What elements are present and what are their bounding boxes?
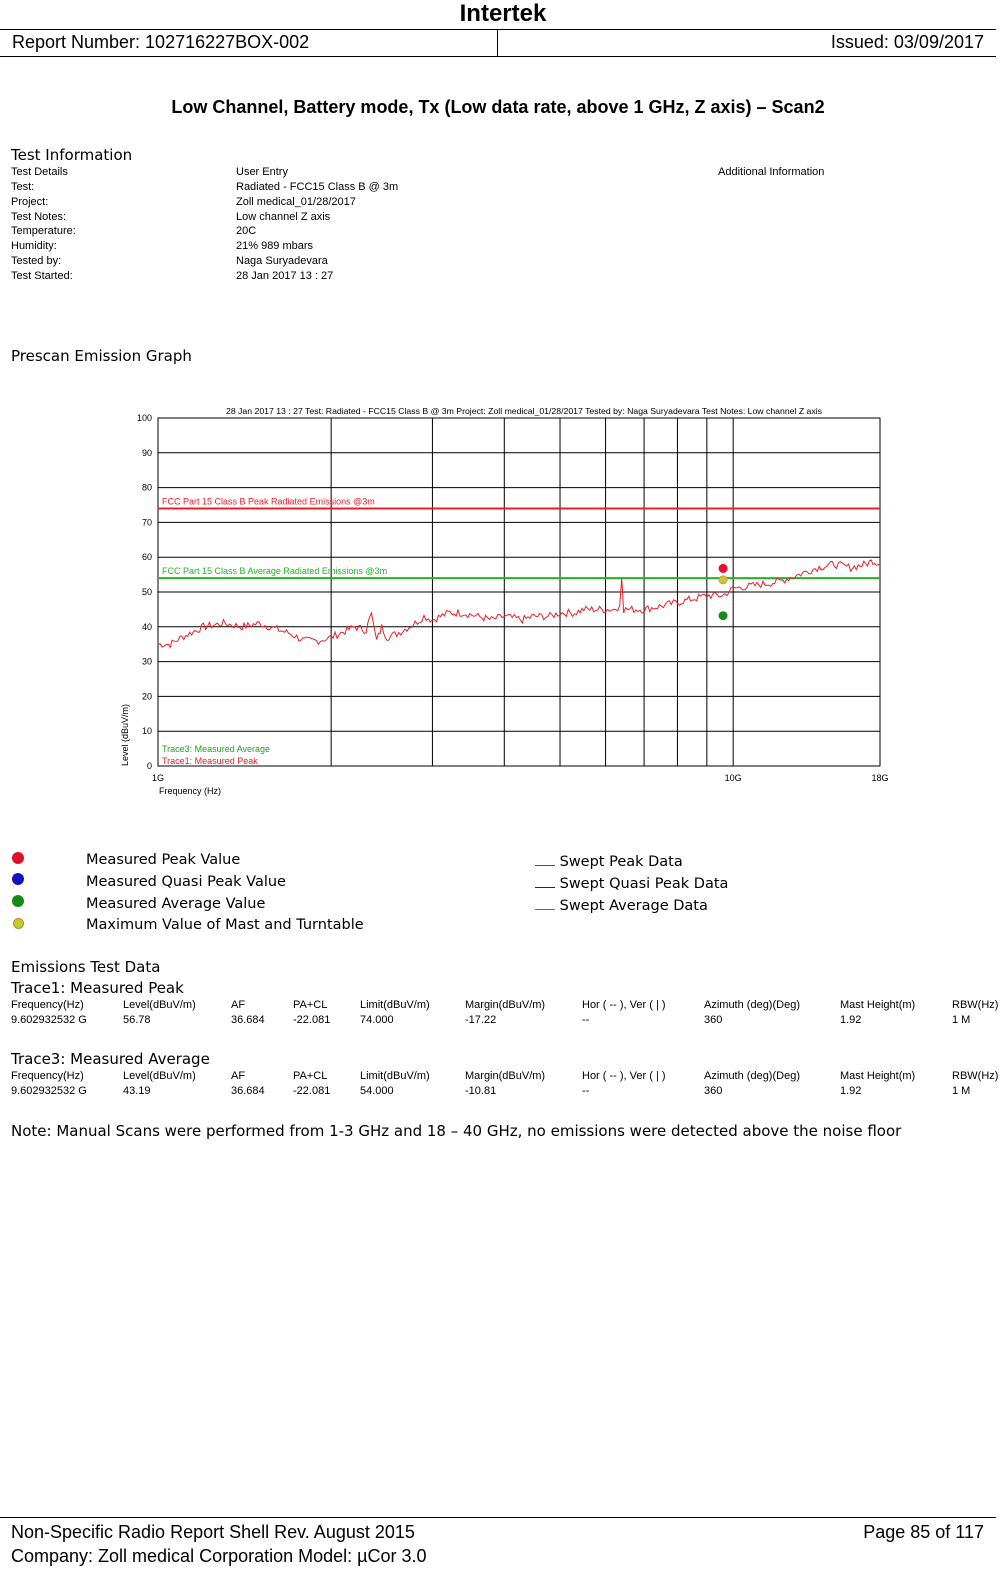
cell-mast-height: 1.92 [840, 1014, 862, 1026]
col-additional-info: Additional Information [718, 166, 825, 178]
swept-peak-swatch [535, 852, 555, 866]
col-af: AF [231, 999, 246, 1011]
legend-peak-value: Measured Peak Value [86, 852, 241, 868]
col-rbw: RBW(Hz) [952, 1070, 999, 1082]
cell-level: 43.19 [123, 1085, 151, 1097]
mast-turntable-marker-icon [13, 918, 24, 929]
cell-polarization: -- [582, 1085, 590, 1097]
test-info-value: 28 Jan 2017 13 : 27 [236, 270, 334, 282]
legend-average-value: Measured Average Value [86, 896, 266, 912]
swept-average-swatch [535, 896, 555, 910]
col-user-entry: User Entry [236, 166, 288, 178]
test-info-value: Naga Suryadevara [236, 255, 328, 267]
col-pacl: PA+CL [293, 999, 328, 1011]
col-polarization: Hor ( -- ), Ver ( | ) [582, 999, 666, 1011]
test-info-value: 20C [236, 225, 257, 237]
y-tick-label: 70 [141, 517, 152, 528]
col-limit: Limit(dBuV/m) [360, 999, 430, 1011]
cell-azimuth: 360 [704, 1014, 723, 1026]
swept-peak-label: Swept Peak Data [559, 854, 683, 870]
marker-point [719, 576, 727, 584]
test-info-value: Radiated - FCC15 Class B @ 3m [236, 181, 399, 193]
page-title: Low Channel, Battery mode, Tx (Low data rate, above 1 GHz, Z axis) – Scan2 [171, 97, 825, 117]
swept-quasi-peak-label: Swept Quasi Peak Data [559, 876, 729, 892]
cell-rbw: 1 M [952, 1085, 971, 1097]
y-tick-label: 80 [141, 482, 152, 493]
cell-frequency: 9.602932532 G [11, 1085, 87, 1097]
chart-title: 28 Jan 2017 13 : 27 Test: Radiated - FCC15 Class B @ 3m Project: Zoll medical_01/28/2017 Tested by: Naga Suryadevara Test Notes: Low channel Z axis [225, 406, 823, 416]
y-tick-label: 40 [141, 621, 152, 632]
x-tick-label: 1G [151, 773, 165, 783]
test-info-value: Low channel Z axis [236, 211, 331, 223]
cell-azimuth: 360 [704, 1085, 723, 1097]
y-tick-label: 90 [141, 447, 152, 458]
col-frequency: Frequency(Hz) [11, 999, 84, 1011]
cell-margin: -10.81 [465, 1085, 497, 1097]
test-info-key: Test Started: [11, 270, 73, 282]
footer-page-number: Page 85 of 117 [863, 1522, 984, 1542]
test-info-key: Temperature: [11, 225, 76, 237]
test-info-key: Test Notes: [11, 211, 67, 223]
marker-point [719, 564, 728, 573]
swept-average-label: Swept Average Data [559, 898, 708, 914]
footer-shell: Non-Specific Radio Report Shell Rev. August 2015 [11, 1522, 415, 1542]
footer-rule [0, 1517, 996, 1518]
limit-line-label: FCC Part 15 Class B Peak Radiated Emissions @3m [162, 496, 375, 507]
y-axis-label: Level (dBuV/m) [120, 703, 130, 766]
col-pacl: PA+CL [293, 1070, 328, 1082]
col-mast-height: Mast Height(m) [840, 999, 916, 1011]
test-info-heading: Test Information [11, 146, 133, 164]
cell-limit: 74.000 [360, 1014, 394, 1026]
cell-level: 56.78 [123, 1014, 151, 1026]
trace1-heading: Trace1: Measured Peak [11, 979, 184, 997]
emissions-heading: Emissions Test Data [11, 958, 161, 976]
col-level: Level(dBuV/m) [123, 1070, 196, 1082]
y-tick-label: 30 [141, 656, 152, 667]
y-tick-label: 60 [141, 552, 152, 563]
peak-marker-icon [12, 852, 24, 864]
col-mast-height: Mast Height(m) [840, 1070, 916, 1082]
trace-label: Trace1: Measured Peak [162, 756, 258, 766]
cell-rbw: 1 M [952, 1014, 971, 1026]
issued-date: Issued: 03/09/2017 [830, 32, 984, 52]
report-number: Report Number: 102716227BOX-002 [12, 32, 310, 52]
cell-pacl: -22.081 [293, 1014, 331, 1026]
col-limit: Limit(dBuV/m) [360, 1070, 430, 1082]
cell-frequency: 9.602932532 G [11, 1014, 87, 1026]
test-info-key: Project: [11, 196, 49, 208]
col-margin: Margin(dBuV/m) [465, 1070, 546, 1082]
cell-margin: -17.22 [465, 1014, 497, 1026]
y-tick-label: 10 [141, 726, 152, 737]
prescan-heading: Prescan Emission Graph [11, 347, 192, 365]
marker-point [719, 611, 728, 620]
x-tick-label: 18G [871, 773, 889, 783]
test-info-key: Test: [11, 181, 35, 193]
y-tick-label: 0 [146, 761, 152, 771]
col-test-details: Test Details [11, 166, 68, 178]
cell-mast-height: 1.92 [840, 1085, 862, 1097]
cell-af: 36.684 [231, 1014, 265, 1026]
scan-note: Note: Manual Scans were performed from 1-3 GHz and 18 – 40 GHz, no emissions were detected above the noise floor [11, 1122, 902, 1140]
footer-company: Company: Zoll medical Corporation Model: µCor 3.0 [11, 1546, 427, 1566]
y-tick-label: 20 [141, 691, 152, 702]
col-azimuth: Azimuth (deg)(Deg) [704, 999, 800, 1011]
test-info-value: 21% 989 mbars [236, 240, 314, 252]
cell-polarization: -- [582, 1014, 590, 1026]
col-frequency: Frequency(Hz) [11, 1070, 84, 1082]
test-info-key: Humidity: [11, 240, 57, 252]
average-marker-icon [12, 895, 24, 907]
legend-swept-peak [535, 852, 683, 870]
test-info-value: Zoll medical_01/28/2017 [236, 196, 356, 208]
company-name: Intertek [459, 0, 547, 27]
x-axis-label: Frequency (Hz) [159, 786, 222, 796]
legend-mast-turntable: Maximum Value of Mast and Turntable [86, 917, 364, 933]
legend-quasi-peak-value: Measured Quasi Peak Value [86, 874, 286, 890]
quasi-peak-marker-icon [12, 873, 24, 885]
y-tick-label: 50 [141, 587, 152, 597]
legend-swept-average [535, 896, 708, 914]
legend-swept-quasi-peak [535, 874, 728, 892]
swept-quasi-peak-swatch [535, 874, 555, 888]
col-af: AF [231, 1070, 246, 1082]
trace3-heading: Trace3: Measured Average [11, 1050, 210, 1068]
trace-label: Trace3: Measured Average [162, 744, 271, 754]
col-polarization: Hor ( -- ), Ver ( | ) [582, 1070, 666, 1082]
cell-af: 36.684 [231, 1085, 265, 1097]
col-level: Level(dBuV/m) [123, 999, 196, 1011]
x-tick-label: 10G [724, 773, 742, 783]
test-info-key: Tested by: [11, 255, 62, 267]
y-tick-label: 100 [136, 413, 152, 423]
col-azimuth: Azimuth (deg)(Deg) [704, 1070, 800, 1082]
limit-line-label: FCC Part 15 Class B Average Radiated Emissions @3m [162, 566, 388, 577]
col-rbw: RBW(Hz) [952, 999, 999, 1011]
cell-limit: 54.000 [360, 1085, 394, 1097]
col-margin: Margin(dBuV/m) [465, 999, 546, 1011]
cell-pacl: -22.081 [293, 1085, 331, 1097]
